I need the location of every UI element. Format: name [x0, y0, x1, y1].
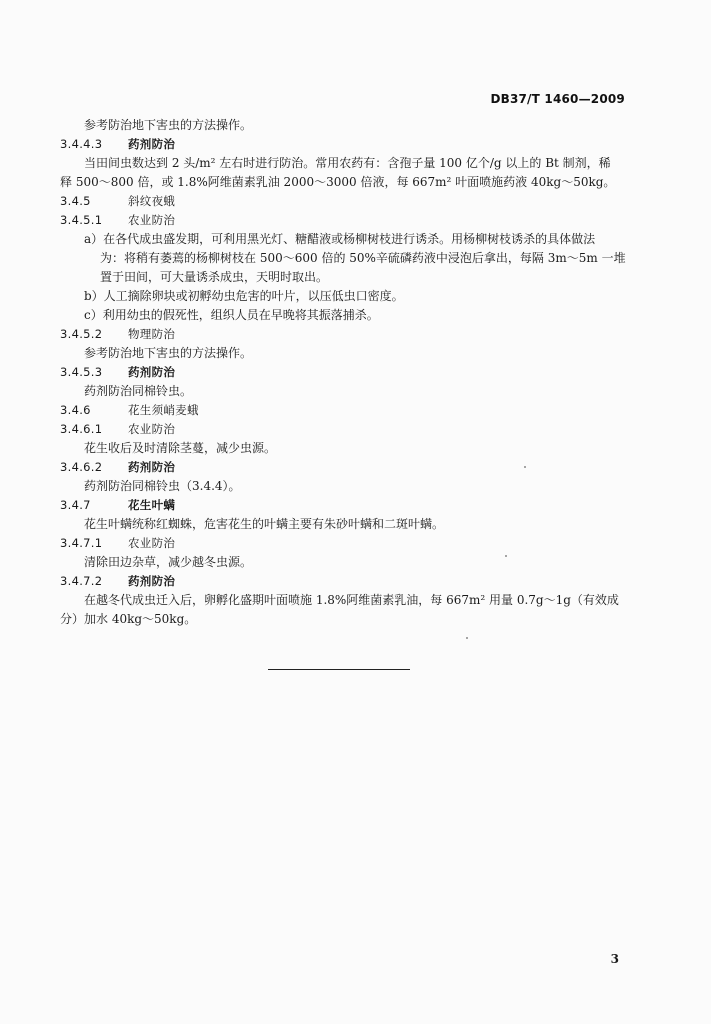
section-heading: [60, 420, 636, 439]
section-number: 3.4.6: [60, 403, 91, 417]
paragraph-line: 清除田边杂草，减少越冬虫源。: [84, 555, 253, 569]
section-heading: [60, 458, 636, 477]
paragraph-continuation: 分）加水 40kg～50kg。: [60, 612, 197, 626]
section-title: 农业防治: [128, 213, 176, 227]
section-title: 花生须峭麦蛾: [128, 403, 199, 417]
section-title: 农业防治: [128, 536, 176, 550]
paragraph-line: 当田间虫数达到 2 头/m² 左右时进行防治。常用农药有：含孢子量 100 亿个/g 以上的 Bt 制剂，稀: [84, 156, 611, 170]
list-item: c）利用幼虫的假死性，组织人员在早晚将其振落捕杀。: [84, 308, 379, 322]
section-title: 花生叶螨: [128, 498, 176, 512]
paragraph-line: 药剂防治同棉铃虫。: [84, 384, 193, 398]
paragraph-line: 参考防治地下害虫的方法操作。: [84, 118, 253, 132]
section-title: 农业防治: [128, 422, 176, 436]
scan-speck: [524, 466, 526, 468]
document-body: [60, 116, 636, 629]
section-number: 3.4.6.1: [60, 422, 103, 436]
section-heading: [60, 401, 636, 420]
scan-speck: [466, 637, 468, 639]
section-number: 3.4.7: [60, 498, 91, 512]
section-heading: [60, 192, 636, 211]
list-item-continuation: 置于田间，可大量诱杀成虫，天明时取出。: [100, 270, 329, 284]
section-title: 斜纹夜蛾: [128, 194, 176, 208]
section-heading: [60, 363, 636, 382]
list-item: b）人工摘除卵块或初孵幼虫危害的叶片，以压低虫口密度。: [84, 289, 404, 303]
section-number: 3.4.5.1: [60, 213, 103, 227]
section-heading: [60, 135, 636, 154]
section-heading: [60, 572, 636, 591]
document-code: DB37/T 1460—2009: [490, 92, 625, 106]
section-number: 3.4.4.3: [60, 137, 103, 151]
section-number: 3.4.5.2: [60, 327, 103, 341]
section-heading: [60, 325, 636, 344]
scan-speck: [505, 555, 507, 557]
paragraph-continuation: 释 500～800 倍，或 1.8%阿维菌素乳油 2000～3000 倍液，每 667m² 叶面喷施药液 40kg～50kg。: [60, 175, 616, 189]
list-item-continuation: 为：将稍有萎蔫的杨柳树枝在 500～600 倍的 50%辛硫磷药液中浸泡后拿出，每隔 3m～5m 一堆: [100, 251, 626, 265]
section-number: 3.4.7.1: [60, 536, 103, 550]
section-number: 3.4.6.2: [60, 460, 103, 474]
section-heading: [60, 534, 636, 553]
list-item: a）在各代成虫盛发期，可利用黑光灯、糖醋液或杨柳树枝进行诱杀。用杨柳树枝诱杀的具体做法: [84, 232, 596, 246]
paragraph-line: 参考防治地下害虫的方法操作。: [84, 346, 253, 360]
section-number: 3.4.5: [60, 194, 91, 208]
section-title: 药剂防治: [128, 574, 176, 588]
section-number: 3.4.5.3: [60, 365, 103, 379]
paragraph-line: 花生叶螨统称红蜘蛛，危害花生的叶螨主要有朱砂叶螨和二斑叶螨。: [84, 517, 445, 531]
section-title: 物理防治: [128, 327, 176, 341]
section-title: 药剂防治: [128, 365, 176, 379]
paragraph-line: 花生收后及时清除茎蔓，减少虫源。: [84, 441, 277, 455]
section-number: 3.4.7.2: [60, 574, 103, 588]
section-title: 药剂防治: [128, 137, 176, 151]
paragraph-line: 药剂防治同棉铃虫（3.4.4）。: [84, 479, 241, 493]
section-heading: [60, 211, 636, 230]
end-rule: [268, 669, 410, 670]
page-number: 3: [610, 952, 619, 966]
section-title: 药剂防治: [128, 460, 176, 474]
section-heading: [60, 496, 636, 515]
paragraph-line: 在越冬代成虫迁入后，卵孵化盛期叶面喷施 1.8%阿维菌素乳油，每 667m² 用量 0.7g～1g（有效成: [84, 593, 619, 607]
